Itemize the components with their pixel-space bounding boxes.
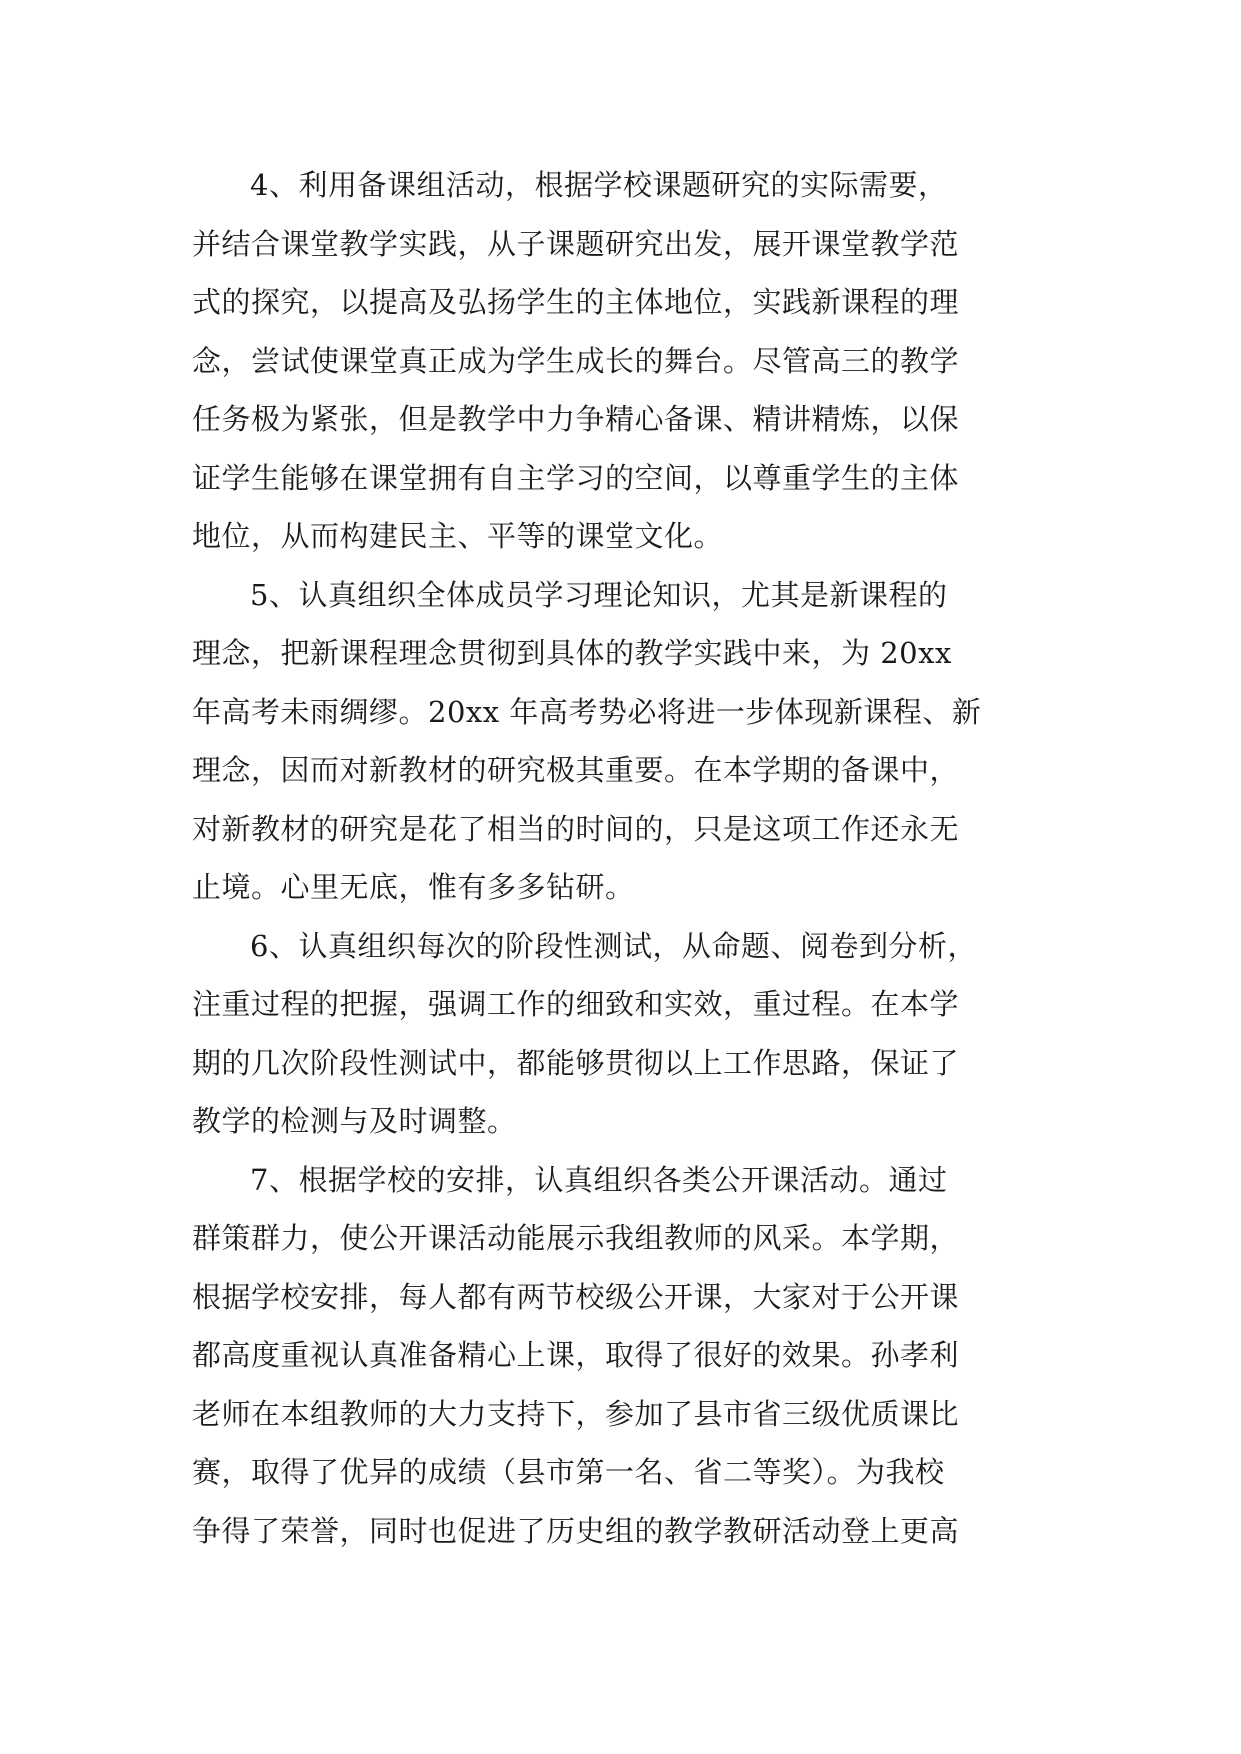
paragraph-7-line-6: 赛，取得了优异的成绩（县市第一名、省二等奖）。为我校 — [192, 1455, 945, 1489]
paragraph-7-line-1: 7、根据学校的安排，认真组织各类公开课活动。通过 — [250, 1162, 948, 1197]
paragraph-6-line-3: 期的几次阶段性测试中，都能够贯彻以上工作思路，保证了 — [192, 1045, 960, 1080]
paragraph-7-line-2: 群策群力，使公开课活动能展示我组教师的风采。本学期， — [192, 1221, 960, 1255]
paragraph-6-line-2: 注重过程的把握，强调工作的细致和实效，重过程。在本学 — [192, 987, 960, 1021]
paragraph-5-line-2: 理念，把新课程理念贯彻到具体的教学实践中来，为 20xx — [192, 636, 952, 670]
paragraph-4-line-7: 地位，从而构建民主、平等的课堂文化。 — [192, 519, 724, 553]
paragraph-7-line-5: 老师在本组教师的大力支持下，参加了县市省三级优质课比 — [192, 1396, 960, 1431]
paragraph-5-line-5: 对新教材的研究是花了相当的时间的，只是这项工作还永无 — [192, 811, 960, 846]
paragraph-4-line-3: 式的探究，以提高及弘扬学生的主体地位，实践新课程的理 — [192, 285, 960, 319]
paragraph-4-line-1: 4、利用备课组活动，根据学校课题研究的实际需要， — [250, 168, 948, 202]
body-text — [192, 156, 1052, 1560]
paragraph-5-line-4: 理念，因而对新教材的研究极其重要。在本学期的备课中， — [192, 753, 960, 787]
paragraph-5-line-1: 5、认真组织全体成员学习理论知识，尤其是新课程的 — [250, 577, 948, 612]
paragraph-5-line-6: 止境。心里无底，惟有多多钻研。 — [192, 870, 635, 904]
paragraph-4-line-5: 任务极为紧张，但是教学中力争精心备课、精讲精炼，以保 — [192, 402, 960, 436]
paragraph-4-line-4: 念，尝试使课堂真正成为学生成长的舞台。尽管高三的教学 — [192, 343, 960, 378]
paragraph-7-line-4: 都高度重视认真准备精心上课，取得了很好的效果。孙孝利 — [192, 1338, 960, 1372]
paragraph-7-line-7: 争得了荣誉，同时也促进了历史组的教学教研活动登上更高 — [192, 1513, 960, 1548]
paragraph-6-line-1: 6、认真组织每次的阶段性测试，从命题、阅卷到分析， — [250, 928, 977, 963]
paragraph-6-line-4: 教学的检测与及时调整。 — [192, 1104, 517, 1138]
paragraph-4-line-2: 并结合课堂教学实践，从子课题研究出发，展开课堂教学范 — [192, 226, 960, 261]
paragraph-5-line-3: 年高考未雨绸缪。20xx 年高考势必将进一步体现新课程、新 — [192, 694, 982, 729]
paragraph-7-line-3: 根据学校安排，每人都有两节校级公开课，大家对于公开课 — [192, 1279, 960, 1314]
paragraph-4-line-6: 证学生能够在课堂拥有自主学习的空间，以尊重学生的主体 — [192, 460, 960, 495]
